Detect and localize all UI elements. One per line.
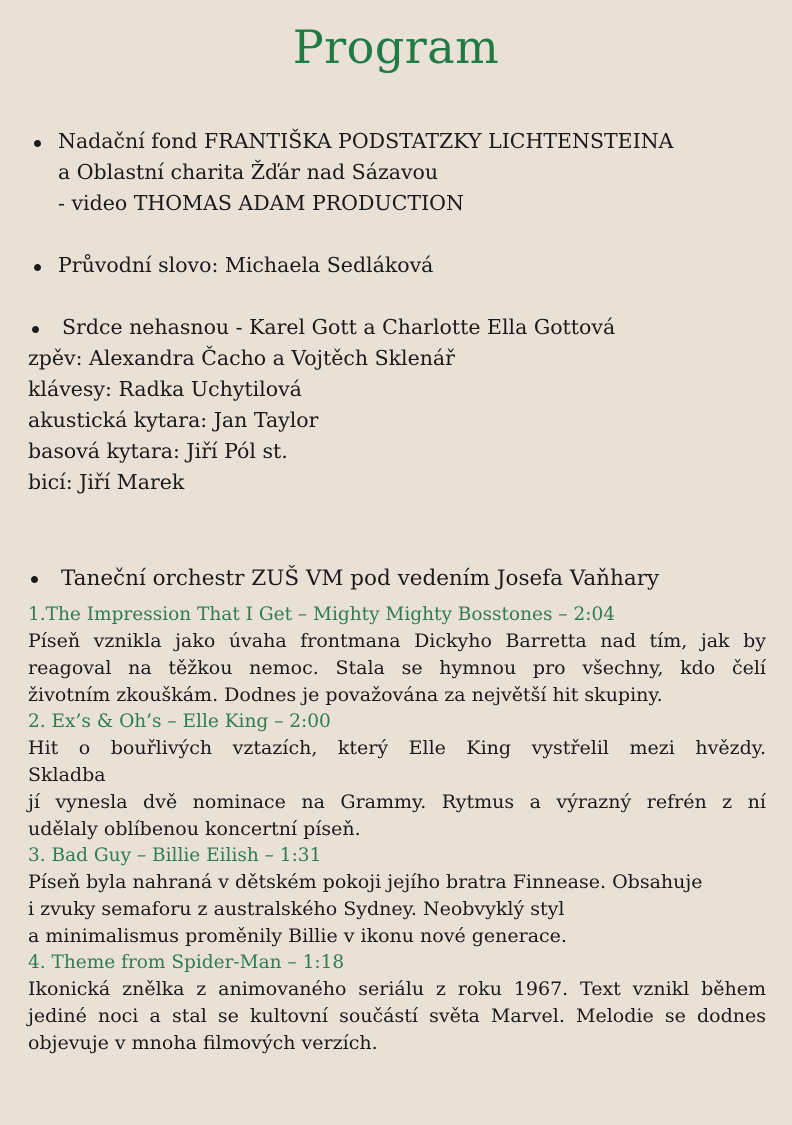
fund-line-2: a Oblastní charita Žďár nad Sázavou <box>58 160 439 184</box>
description-line: jediné noci a stal se kultovní součástí světa Marvel. Melodie se dodnes <box>28 1005 766 1027</box>
description-line: životním zkouškám. Dodnes je považována za největší hit skupiny. <box>28 684 663 706</box>
orchestra-heading-row <box>28 562 766 596</box>
description-line: Píseň byla nahraná v dětském pokoji jejího bratra Finnease. Obsahuje <box>28 871 703 893</box>
description-line: Skladba <box>28 764 106 786</box>
song-title: 3. Bad Guy – Billie Eilish – 1:31 <box>28 845 322 866</box>
description-line: Píseň vznikla jako úvaha frontmana Dickyho Barretta nad tím, jak by <box>28 630 766 652</box>
song-title: 1.The Impression That I Get – Mighty Mighty Bosstones – 2:04 <box>28 604 615 625</box>
credit-drums: bicí: Jiří Marek <box>28 470 185 494</box>
orchestra-heading: Taneční orchestr ZUŠ VM pod vedením Josefa Vaňhary <box>61 566 660 591</box>
bullet-icon <box>32 326 39 333</box>
srdce-heading: Srdce nehasnou - Karel Gott a Charlotte Ella Gottová <box>62 315 616 339</box>
description-line: reagoval na těžkou nemoc. Stala se hymnou pro všechny, kdo čelí <box>28 657 766 679</box>
fund-line-3: - video THOMAS ADAM PRODUCTION <box>58 191 464 215</box>
page-title: Program <box>292 20 500 74</box>
description-line: i zvuky semaforu z australského Sydney. Neobvyklý styl <box>28 898 565 920</box>
description-line: objevuje v mnoha filmových verzích. <box>28 1032 378 1054</box>
program-item-fund-video <box>58 126 673 219</box>
song-description <box>28 735 766 843</box>
song-title: 2. Ex’s & Oh’s – Elle King – 2:00 <box>28 711 331 732</box>
song-2 <box>28 709 766 843</box>
credit-bass: basová kytara: Jiří Pól st. <box>28 439 288 463</box>
srdce-heading-row <box>28 312 615 343</box>
description-line: Ikonická znělka z animovaného seriálu z roku 1967. Text vznikl během <box>28 978 766 1000</box>
credit-acoustic-guitar: akustická kytara: Jan Taylor <box>28 408 319 432</box>
description-line: Hit o bouřlivých vztazích, který Elle King vystřelil mezi hvězdy. <box>28 737 766 759</box>
fund-line-1: Nadační fond FRANTIŠKA PODSTATZKY LICHTENSTEINA <box>58 129 674 153</box>
song-title: 4. Theme from Spider-Man – 1:18 <box>28 952 345 973</box>
moderator-line: Průvodní slovo: Michaela Sedláková <box>58 253 434 277</box>
song-3 <box>28 843 766 950</box>
bullet-icon <box>34 140 41 147</box>
song-description <box>28 976 766 1057</box>
description-line: udělaly oblíbenou koncertní píseň. <box>28 818 361 840</box>
credit-keys: klávesy: Radka Uchytilová <box>28 377 302 401</box>
description-line: a minimalismus proměnily Billie v ikonu nové generace. <box>28 925 567 947</box>
credit-vocals: zpěv: Alexandra Čacho a Vojtěch Sklenář <box>28 346 455 370</box>
bullet-icon <box>34 264 41 271</box>
description-line: jí vynesla dvě nominace na Grammy. Rytmus a výrazný refrén z ní <box>28 791 766 813</box>
program-item-moderator <box>58 250 433 281</box>
program-item-orchestra <box>28 562 766 1057</box>
song-1 <box>28 602 766 709</box>
bullet-icon <box>31 576 38 583</box>
song-description <box>28 869 766 950</box>
song-4 <box>28 950 766 1057</box>
program-item-srdce-nehasnou <box>28 312 615 498</box>
song-description <box>28 628 766 709</box>
